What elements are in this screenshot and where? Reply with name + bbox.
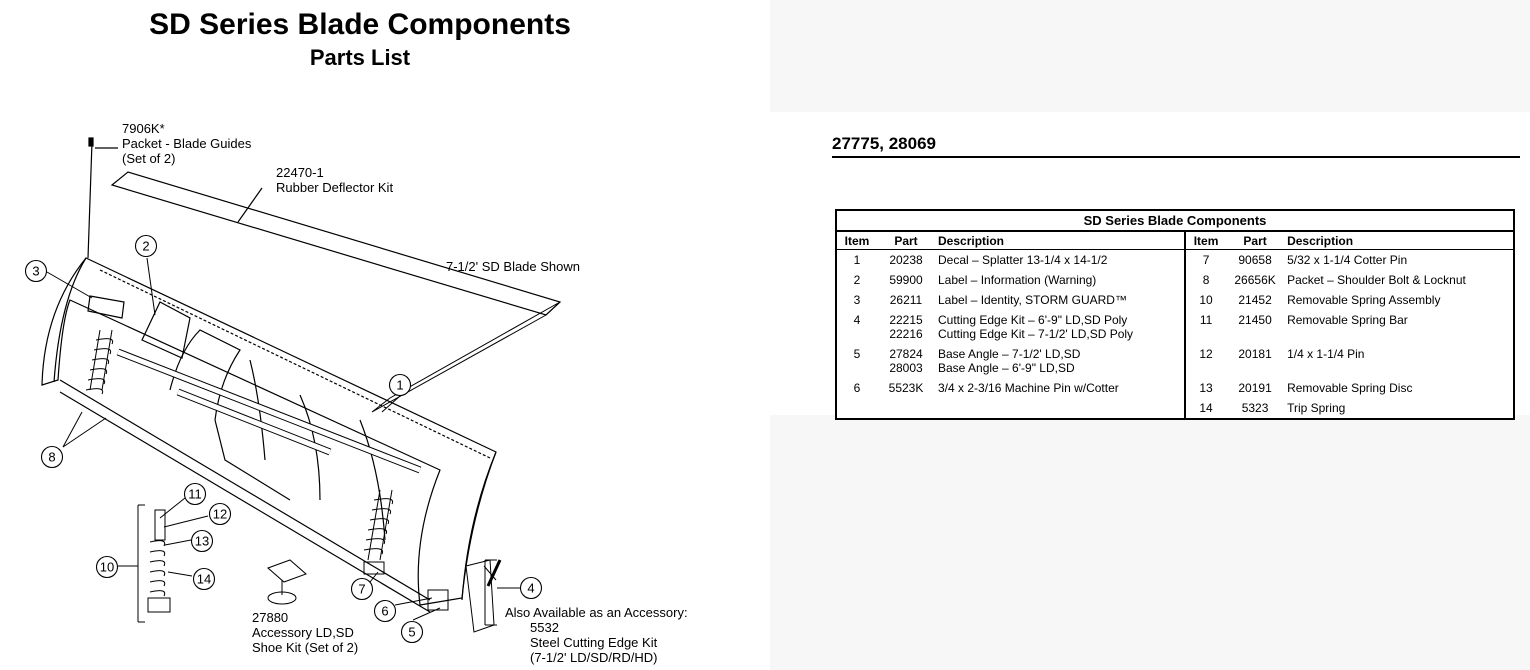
label-5532-qty: (7-1/2' LD/SD/RD/HD) xyxy=(530,650,658,665)
part-description-line: Removable Spring Disc xyxy=(1287,381,1413,395)
part-description-line: Removable Spring Bar xyxy=(1287,313,1408,327)
part-description xyxy=(1284,398,1514,419)
bottom-right-panel xyxy=(770,415,1530,670)
callout-number-10: 10 xyxy=(99,559,115,575)
part-number xyxy=(1226,378,1284,398)
model-rule xyxy=(832,156,1520,158)
part-description-line: Label – Identity, STORM GUARD™ xyxy=(938,293,1127,307)
label-22470-name: Rubber Deflector Kit xyxy=(276,180,394,195)
part-number xyxy=(1226,310,1284,344)
part-number-line: 28003 xyxy=(889,361,923,375)
label-7906k-part: 7906K* xyxy=(122,121,165,136)
top-right-panel xyxy=(770,0,1530,112)
table-row xyxy=(836,310,1514,344)
part-number-line: 22216 xyxy=(889,327,923,341)
part-number xyxy=(877,290,935,310)
part-description-line: Removable Spring Assembly xyxy=(1287,293,1441,307)
item-number: 1 xyxy=(853,253,861,267)
part-description-line: 3/4 x 2-3/16 Machine Pin w/Cotter xyxy=(938,381,1119,395)
callout-number-5: 5 xyxy=(408,624,416,640)
part-description xyxy=(935,344,1185,378)
col-description: Description xyxy=(935,231,1185,250)
part-description xyxy=(1284,270,1514,290)
empty-cell xyxy=(935,398,1185,419)
item-number: 10 xyxy=(1185,290,1226,310)
part-number xyxy=(877,378,935,398)
part-description-line: Label – Information (Warning) xyxy=(938,273,1097,287)
callout-number-7: 7 xyxy=(358,581,366,597)
label-7906k-qty: (Set of 2) xyxy=(122,151,176,166)
empty-cell xyxy=(836,398,877,419)
part-description xyxy=(935,310,1185,344)
page-title: SD Series Blade Components xyxy=(149,8,571,41)
col-part-2: Part xyxy=(1226,231,1284,250)
part-number xyxy=(1226,398,1284,419)
part-number xyxy=(1226,344,1284,378)
callout-number-2: 2 xyxy=(142,238,150,254)
part-description xyxy=(1284,378,1514,398)
part-description xyxy=(1284,250,1514,271)
callout-number-1: 1 xyxy=(396,377,404,393)
item-number: 7 xyxy=(1185,250,1226,271)
part-number xyxy=(877,344,935,378)
col-item: Item xyxy=(836,231,877,250)
item-number: 4 xyxy=(853,313,861,327)
part-number-line: 21450 xyxy=(1238,313,1272,327)
callout-number-13: 13 xyxy=(194,533,210,549)
part-description-line: Cutting Edge Kit – 7-1/2' LD,SD Poly xyxy=(938,327,1134,341)
part-description xyxy=(935,378,1185,398)
part-number-line: 27824 xyxy=(889,347,923,361)
part-number xyxy=(877,250,935,271)
part-number-line: 90658 xyxy=(1238,253,1272,267)
item-number: 8 xyxy=(1185,270,1226,290)
col-item-2: Item xyxy=(1185,231,1226,250)
item-number: 3 xyxy=(853,293,861,307)
part-description-line: Base Angle – 6'-9" LD,SD xyxy=(938,361,1075,375)
table-row xyxy=(836,290,1514,310)
label-5532-header: Also Available as an Accessory: xyxy=(505,605,688,620)
label-27880-qty: Shoe Kit (Set of 2) xyxy=(252,640,359,655)
part-description-line: Decal – Splatter 13-1/4 x 14-1/2 xyxy=(938,253,1108,267)
callout-number-11: 11 xyxy=(188,486,202,502)
label-22470-part: 22470-1 xyxy=(276,165,324,180)
table-row xyxy=(836,378,1514,398)
part-number-line: 21452 xyxy=(1238,293,1272,307)
part-description xyxy=(1284,310,1514,344)
part-number xyxy=(1226,250,1284,271)
part-number-line: 26656K xyxy=(1234,273,1276,287)
callout-number-8: 8 xyxy=(48,449,56,465)
item-number: 14 xyxy=(1185,398,1226,419)
part-number-line: 20238 xyxy=(889,253,923,267)
callout-number-4: 4 xyxy=(527,580,535,596)
parts-table-header xyxy=(836,231,1514,250)
part-description-line: Cutting Edge Kit – 6'-9" LD,SD Poly xyxy=(938,313,1128,327)
parts-table-caption: SD Series Blade Components xyxy=(836,210,1514,231)
item-number: 6 xyxy=(853,381,861,395)
model-numbers: 27775, 28069 xyxy=(832,134,936,153)
callout-number-14: 14 xyxy=(196,571,212,587)
part-description xyxy=(935,290,1185,310)
part-description xyxy=(1284,290,1514,310)
part-description-line: Packet – Shoulder Bolt & Locknut xyxy=(1287,273,1466,287)
table-row xyxy=(836,250,1514,271)
page-subtitle: Parts List xyxy=(309,45,411,70)
label-7906k xyxy=(122,121,251,166)
part-number-line: 59900 xyxy=(889,273,923,287)
part-description xyxy=(1284,344,1514,378)
parts-table xyxy=(835,209,1515,420)
part-description-line: 1/4 x 1-1/4 Pin xyxy=(1287,347,1365,361)
col-description-2: Description xyxy=(1284,231,1514,250)
part-number-line: 5323 xyxy=(1241,401,1269,415)
label-27880-part: 27880 xyxy=(252,610,289,625)
table-row xyxy=(836,344,1514,378)
part-number-line: 5523K xyxy=(888,381,924,395)
label-5532-part: 5532 xyxy=(530,620,559,635)
empty-cell xyxy=(877,398,935,419)
blade-shown-note: 7-1/2' SD Blade Shown xyxy=(446,259,581,274)
part-number xyxy=(1226,270,1284,290)
part-number-line: 20191 xyxy=(1238,381,1272,395)
item-number: 13 xyxy=(1185,378,1226,398)
part-description xyxy=(935,250,1185,271)
item-number: 2 xyxy=(853,273,861,287)
part-number xyxy=(877,310,935,344)
part-number xyxy=(877,270,935,290)
part-description-line: Base Angle – 7-1/2' LD,SD xyxy=(938,347,1081,361)
label-27880 xyxy=(252,610,358,655)
label-5532-name: Steel Cutting Edge Kit xyxy=(530,635,658,650)
table-row xyxy=(836,398,1514,419)
label-27880-name: Accessory LD,SD xyxy=(252,625,354,640)
item-number: 12 xyxy=(1185,344,1226,378)
part-description xyxy=(935,270,1185,290)
callout-number-12: 12 xyxy=(212,506,228,522)
col-part: Part xyxy=(877,231,935,250)
item-number: 5 xyxy=(853,347,861,361)
callout-number-6: 6 xyxy=(381,603,389,619)
item-number: 11 xyxy=(1185,310,1226,344)
part-number xyxy=(1226,290,1284,310)
part-description-line: Trip Spring xyxy=(1287,401,1346,415)
label-7906k-name: Packet - Blade Guides xyxy=(122,136,252,151)
part-number-line: 22215 xyxy=(889,313,923,327)
callout-number-3: 3 xyxy=(32,263,40,279)
label-5532 xyxy=(505,605,688,665)
label-22470 xyxy=(276,165,393,195)
part-description-line: 5/32 x 1-1/4 Cotter Pin xyxy=(1287,253,1408,267)
table-row xyxy=(836,270,1514,290)
part-number-line: 20181 xyxy=(1238,347,1272,361)
part-number-line: 26211 xyxy=(889,293,923,307)
